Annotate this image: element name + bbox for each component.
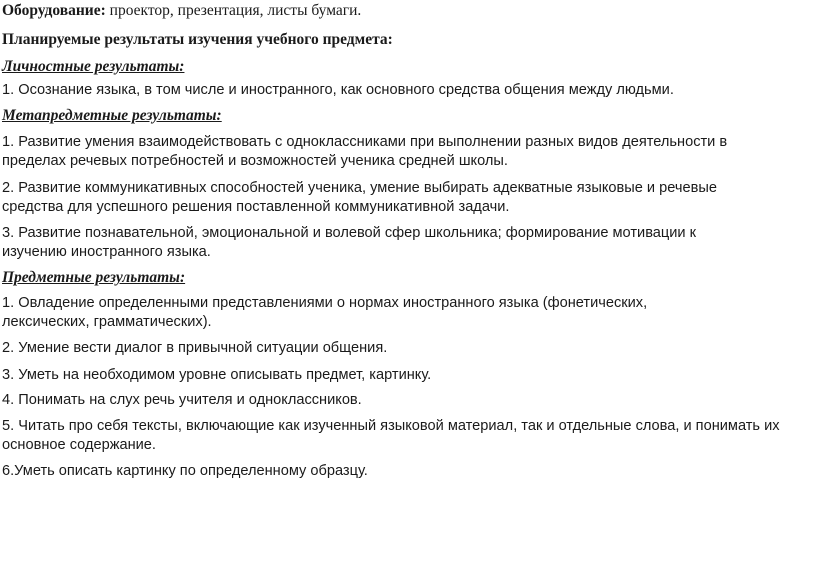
subject-results-heading: Предметные результаты: bbox=[2, 269, 186, 286]
personal-results-heading: Личностные результаты: bbox=[2, 58, 185, 75]
subject-item-3: 3. Уметь на необходимом уровне описывать предмет, картинку. bbox=[2, 367, 432, 383]
metasubject-results-heading: Метапредметные результаты: bbox=[2, 107, 222, 124]
equipment-line bbox=[2, 1, 361, 20]
subject-item-5: 5. Читать про себя тексты, включающие как изученный языковой материал, так и отдельные слова, и понимать их основное содержание. bbox=[2, 418, 780, 453]
metasubject-item-1: 1. Развитие умения взаимодействовать с одноклассниками при выполнении разных видов деятельности в пределах речевых потребностей и возможностей ученика средней школы. bbox=[2, 134, 728, 169]
equipment-text: проектор, презентация, листы бумаги. bbox=[105, 2, 362, 19]
subject-item-2: 2. Умение вести диалог в привычной ситуации общения. bbox=[2, 340, 388, 356]
subject-item-1: 1. Овладение определенными представлениями о нормах иностранного языка (фонетических, лексических, грамматических). bbox=[2, 295, 648, 330]
subject-item-4: 4. Понимать на слух речь учителя и одноклассников. bbox=[2, 392, 362, 408]
metasubject-item-2: 2. Развитие коммуникативных способностей ученика, умение выбирать адекватные языковые и речевые средства для успешного решения поставленной коммуникативной задачи. bbox=[2, 180, 717, 215]
subject-item-6: 6.Уметь описать картинку по определенному образцу. bbox=[2, 463, 368, 479]
equipment-label: Оборудование: bbox=[2, 2, 106, 19]
metasubject-item-3: 3. Развитие познавательной, эмоциональной и волевой сфер школьника; формирование мотивации к изучению иностранного языка. bbox=[2, 225, 696, 260]
personal-item-1: 1. Осознание языка, в том числе и иностранного, как основного средства общения между людьми. bbox=[2, 82, 674, 98]
planned-results-title: Планируемые результаты изучения учебного предмета: bbox=[2, 31, 393, 48]
